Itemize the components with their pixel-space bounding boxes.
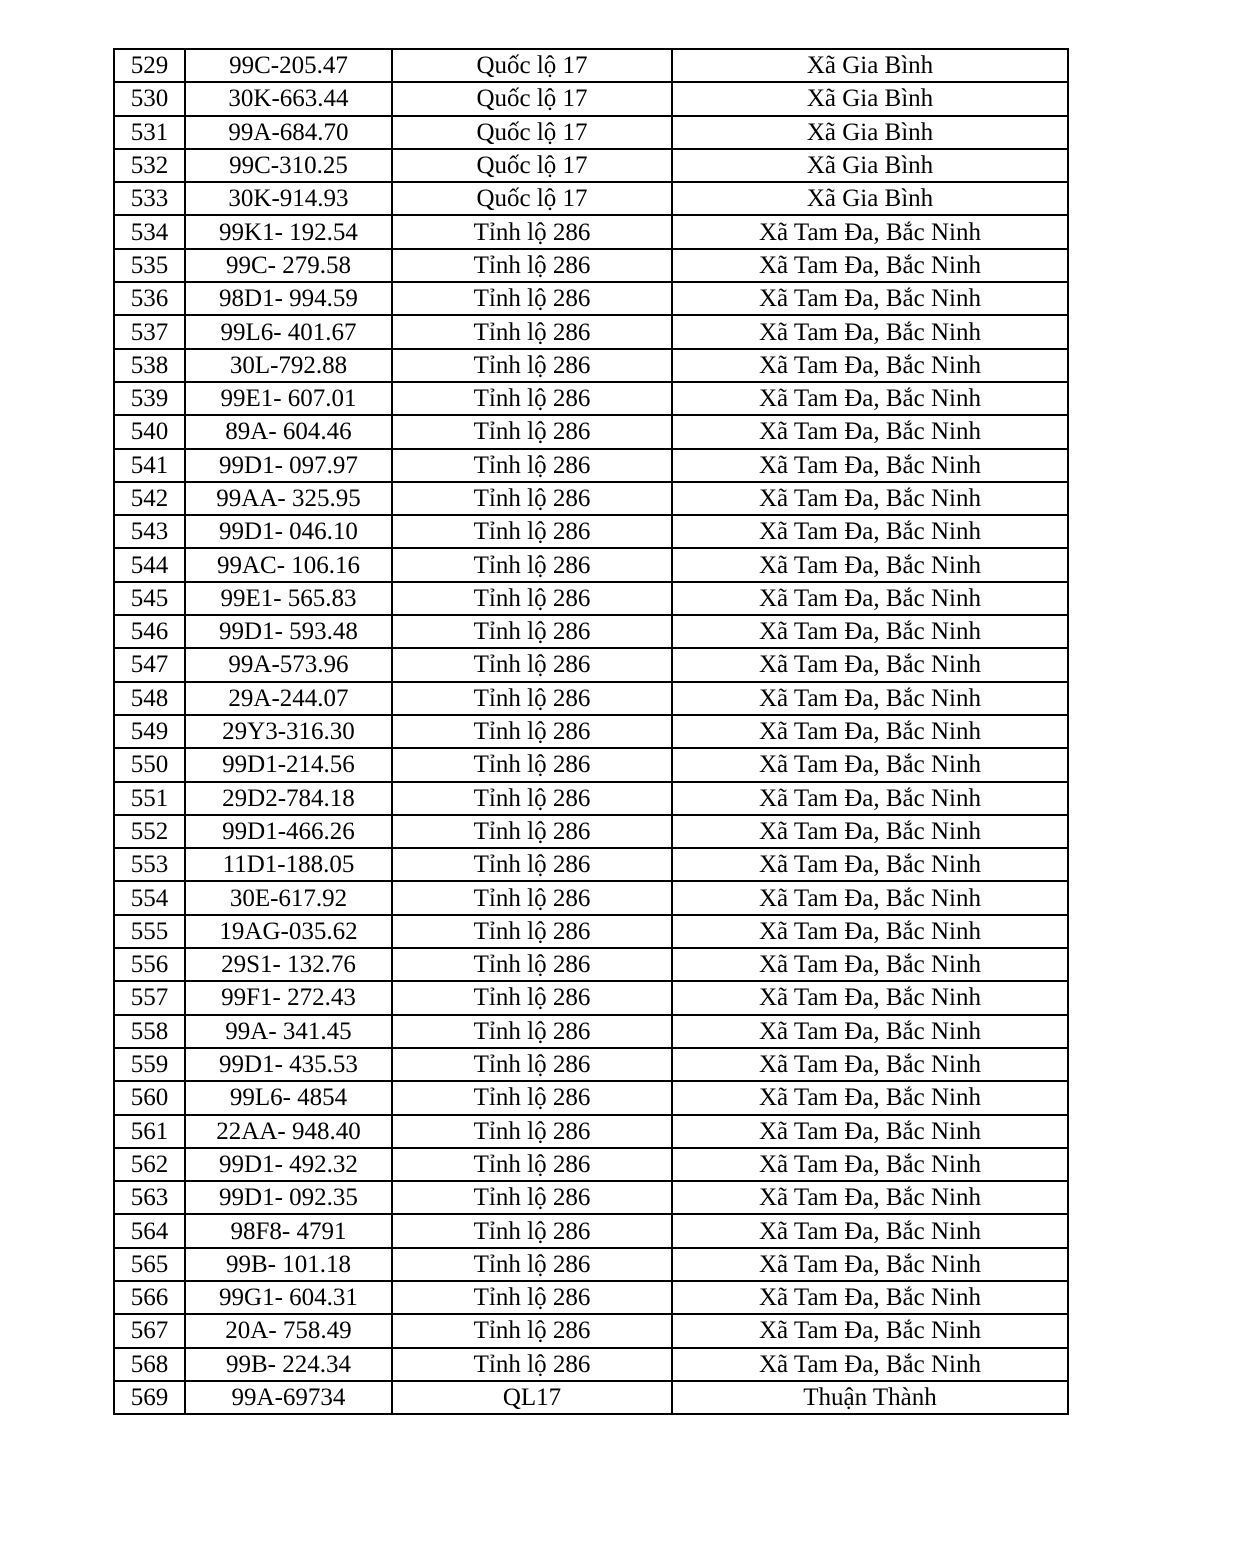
license-plate-cell: 99AC- 106.16	[185, 548, 392, 581]
license-plate-cell: 99L6- 4854	[185, 1081, 392, 1114]
table-row	[114, 1348, 1068, 1381]
table-row	[114, 1015, 1068, 1048]
row-number-cell: 544	[114, 548, 185, 581]
road-cell: Quốc lộ 17	[392, 49, 672, 82]
license-plate-cell: 11D1-188.05	[185, 848, 392, 881]
table-row	[114, 249, 1068, 282]
row-number-cell: 563	[114, 1181, 185, 1214]
table-row	[114, 915, 1068, 948]
location-cell: Xã Tam Đa, Bắc Ninh	[672, 1314, 1068, 1347]
table-row	[114, 715, 1068, 748]
road-cell: Tỉnh lộ 286	[392, 981, 672, 1014]
road-cell: Tỉnh lộ 286	[392, 349, 672, 382]
row-number-cell: 529	[114, 49, 185, 82]
license-plate-cell: 99G1- 604.31	[185, 1281, 392, 1314]
location-cell: Xã Tam Đa, Bắc Ninh	[672, 615, 1068, 648]
row-number-cell: 538	[114, 349, 185, 382]
license-plate-cell: 99AA- 325.95	[185, 482, 392, 515]
table-row	[114, 182, 1068, 215]
location-cell: Xã Tam Đa, Bắc Ninh	[672, 482, 1068, 515]
row-number-cell: 569	[114, 1381, 185, 1414]
location-cell: Xã Tam Đa, Bắc Ninh	[672, 282, 1068, 315]
location-cell: Xã Tam Đa, Bắc Ninh	[672, 1081, 1068, 1114]
license-plate-cell: 99K1- 192.54	[185, 215, 392, 248]
road-cell: Tỉnh lộ 286	[392, 1048, 672, 1081]
row-number-cell: 551	[114, 782, 185, 815]
row-number-cell: 553	[114, 848, 185, 881]
row-number-cell: 560	[114, 1081, 185, 1114]
row-number-cell: 531	[114, 116, 185, 149]
location-cell: Xã Tam Đa, Bắc Ninh	[672, 1248, 1068, 1281]
location-cell: Xã Tam Đa, Bắc Ninh	[672, 981, 1068, 1014]
road-cell: Tỉnh lộ 286	[392, 1181, 672, 1214]
road-cell: Tỉnh lộ 286	[392, 415, 672, 448]
location-cell: Xã Tam Đa, Bắc Ninh	[672, 1181, 1068, 1214]
row-number-cell: 564	[114, 1214, 185, 1247]
road-cell: Tỉnh lộ 286	[392, 881, 672, 914]
road-cell: Tỉnh lộ 286	[392, 315, 672, 348]
location-cell: Xã Tam Đa, Bắc Ninh	[672, 1348, 1068, 1381]
row-number-cell: 533	[114, 182, 185, 215]
road-cell: Quốc lộ 17	[392, 149, 672, 182]
row-number-cell: 536	[114, 282, 185, 315]
table-row	[114, 349, 1068, 382]
row-number-cell: 558	[114, 1015, 185, 1048]
license-plate-cell: 30K-663.44	[185, 82, 392, 115]
road-cell: Tỉnh lộ 286	[392, 548, 672, 581]
row-number-cell: 554	[114, 881, 185, 914]
license-plate-cell: 99E1- 607.01	[185, 382, 392, 415]
license-plate-cell: 29D2-784.18	[185, 782, 392, 815]
table-row	[114, 1248, 1068, 1281]
road-cell: Tỉnh lộ 286	[392, 1281, 672, 1314]
road-cell: Tỉnh lộ 286	[392, 515, 672, 548]
location-cell: Xã Tam Đa, Bắc Ninh	[672, 1015, 1068, 1048]
table-row	[114, 1214, 1068, 1247]
table-row	[114, 1381, 1068, 1414]
location-cell: Xã Tam Đa, Bắc Ninh	[672, 682, 1068, 715]
location-cell: Xã Tam Đa, Bắc Ninh	[672, 948, 1068, 981]
table-row	[114, 881, 1068, 914]
license-plate-cell: 99D1-214.56	[185, 748, 392, 781]
table-row	[114, 449, 1068, 482]
road-cell: Tỉnh lộ 286	[392, 215, 672, 248]
road-cell: Tỉnh lộ 286	[392, 582, 672, 615]
location-cell: Xã Gia Bình	[672, 49, 1068, 82]
license-plate-cell: 89A- 604.46	[185, 415, 392, 448]
license-plate-cell: 19AG-035.62	[185, 915, 392, 948]
location-cell: Xã Tam Đa, Bắc Ninh	[672, 249, 1068, 282]
location-cell: Xã Tam Đa, Bắc Ninh	[672, 1214, 1068, 1247]
road-cell: Tỉnh lộ 286	[392, 282, 672, 315]
table-row	[114, 748, 1068, 781]
row-number-cell: 532	[114, 149, 185, 182]
table-row	[114, 82, 1068, 115]
table-row	[114, 415, 1068, 448]
table-row	[114, 848, 1068, 881]
road-cell: Tỉnh lộ 286	[392, 482, 672, 515]
table-row	[114, 282, 1068, 315]
license-plate-cell: 99E1- 565.83	[185, 582, 392, 615]
license-plate-cell: 99B- 101.18	[185, 1248, 392, 1281]
road-cell: Tỉnh lộ 286	[392, 1214, 672, 1247]
road-cell: Tỉnh lộ 286	[392, 1348, 672, 1381]
row-number-cell: 535	[114, 249, 185, 282]
license-plate-cell: 30L-792.88	[185, 349, 392, 382]
location-cell: Xã Gia Bình	[672, 82, 1068, 115]
license-plate-cell: 99D1- 092.35	[185, 1181, 392, 1214]
table-row	[114, 1148, 1068, 1181]
row-number-cell: 540	[114, 415, 185, 448]
row-number-cell: 559	[114, 1048, 185, 1081]
license-plate-cell: 99C-205.47	[185, 49, 392, 82]
table-row	[114, 615, 1068, 648]
table-body	[114, 49, 1068, 1414]
road-cell: Quốc lộ 17	[392, 82, 672, 115]
row-number-cell: 546	[114, 615, 185, 648]
license-plate-cell: 98D1- 994.59	[185, 282, 392, 315]
road-cell: Tỉnh lộ 286	[392, 1081, 672, 1114]
location-cell: Xã Tam Đa, Bắc Ninh	[672, 382, 1068, 415]
road-cell: Tỉnh lộ 286	[392, 615, 672, 648]
table-row	[114, 515, 1068, 548]
row-number-cell: 537	[114, 315, 185, 348]
location-cell: Xã Tam Đa, Bắc Ninh	[672, 715, 1068, 748]
location-cell: Xã Tam Đa, Bắc Ninh	[672, 1281, 1068, 1314]
license-plate-cell: 98F8- 4791	[185, 1214, 392, 1247]
location-cell: Xã Tam Đa, Bắc Ninh	[672, 881, 1068, 914]
road-cell: Tỉnh lộ 286	[392, 382, 672, 415]
road-cell: Tỉnh lộ 286	[392, 449, 672, 482]
row-number-cell: 556	[114, 948, 185, 981]
row-number-cell: 539	[114, 382, 185, 415]
road-cell: Tỉnh lộ 286	[392, 682, 672, 715]
license-plate-cell: 99A-69734	[185, 1381, 392, 1414]
road-cell: Tỉnh lộ 286	[392, 648, 672, 681]
license-plate-cell: 99C-310.25	[185, 149, 392, 182]
road-cell: Tỉnh lộ 286	[392, 1314, 672, 1347]
table-row	[114, 382, 1068, 415]
row-number-cell: 550	[114, 748, 185, 781]
row-number-cell: 530	[114, 82, 185, 115]
location-cell: Xã Tam Đa, Bắc Ninh	[672, 782, 1068, 815]
location-cell: Xã Tam Đa, Bắc Ninh	[672, 848, 1068, 881]
row-number-cell: 543	[114, 515, 185, 548]
license-plate-cell: 99A- 341.45	[185, 1015, 392, 1048]
road-cell: Tỉnh lộ 286	[392, 249, 672, 282]
road-cell: Tỉnh lộ 286	[392, 1115, 672, 1148]
road-cell: Tỉnh lộ 286	[392, 782, 672, 815]
location-cell: Xã Tam Đa, Bắc Ninh	[672, 449, 1068, 482]
row-number-cell: 552	[114, 815, 185, 848]
license-plate-cell: 99D1- 593.48	[185, 615, 392, 648]
road-cell: QL17	[392, 1381, 672, 1414]
road-cell: Tỉnh lộ 286	[392, 848, 672, 881]
road-cell: Tỉnh lộ 286	[392, 948, 672, 981]
table-row	[114, 981, 1068, 1014]
table-row	[114, 948, 1068, 981]
table-row	[114, 1081, 1068, 1114]
road-cell: Tỉnh lộ 286	[392, 815, 672, 848]
license-plate-cell: 29A-244.07	[185, 682, 392, 715]
location-cell: Xã Gia Bình	[672, 149, 1068, 182]
location-cell: Xã Tam Đa, Bắc Ninh	[672, 515, 1068, 548]
row-number-cell: 557	[114, 981, 185, 1014]
table-row	[114, 1314, 1068, 1347]
table-row	[114, 1181, 1068, 1214]
road-cell: Quốc lộ 17	[392, 116, 672, 149]
row-number-cell: 534	[114, 215, 185, 248]
row-number-cell: 568	[114, 1348, 185, 1381]
row-number-cell: 548	[114, 682, 185, 715]
table-row	[114, 582, 1068, 615]
location-cell: Xã Tam Đa, Bắc Ninh	[672, 915, 1068, 948]
table-row	[114, 49, 1068, 82]
road-cell: Tỉnh lộ 286	[392, 1015, 672, 1048]
table-row	[114, 215, 1068, 248]
license-plate-cell: 22AA- 948.40	[185, 1115, 392, 1148]
license-plate-cell: 99A-573.96	[185, 648, 392, 681]
row-number-cell: 561	[114, 1115, 185, 1148]
road-cell: Quốc lộ 17	[392, 182, 672, 215]
row-number-cell: 549	[114, 715, 185, 748]
license-plate-cell: 99C- 279.58	[185, 249, 392, 282]
row-number-cell: 562	[114, 1148, 185, 1181]
row-number-cell: 542	[114, 482, 185, 515]
location-cell: Xã Tam Đa, Bắc Ninh	[672, 349, 1068, 382]
license-plate-cell: 20A- 758.49	[185, 1314, 392, 1347]
license-plate-cell: 99D1- 046.10	[185, 515, 392, 548]
table-row	[114, 116, 1068, 149]
location-cell: Thuận Thành	[672, 1381, 1068, 1414]
table-row	[114, 315, 1068, 348]
location-cell: Xã Gia Bình	[672, 182, 1068, 215]
location-cell: Xã Tam Đa, Bắc Ninh	[672, 315, 1068, 348]
row-number-cell: 547	[114, 648, 185, 681]
row-number-cell: 566	[114, 1281, 185, 1314]
location-cell: Xã Tam Đa, Bắc Ninh	[672, 548, 1068, 581]
row-number-cell: 555	[114, 915, 185, 948]
location-cell: Xã Tam Đa, Bắc Ninh	[672, 1048, 1068, 1081]
location-cell: Xã Tam Đa, Bắc Ninh	[672, 748, 1068, 781]
location-cell: Xã Tam Đa, Bắc Ninh	[672, 582, 1068, 615]
location-cell: Xã Tam Đa, Bắc Ninh	[672, 215, 1068, 248]
violations-table	[113, 48, 1069, 1415]
road-cell: Tỉnh lộ 286	[392, 1248, 672, 1281]
table-row	[114, 648, 1068, 681]
road-cell: Tỉnh lộ 286	[392, 748, 672, 781]
road-cell: Tỉnh lộ 286	[392, 1148, 672, 1181]
row-number-cell: 545	[114, 582, 185, 615]
license-plate-cell: 29Y3-316.30	[185, 715, 392, 748]
table-row	[114, 782, 1068, 815]
location-cell: Xã Tam Đa, Bắc Ninh	[672, 415, 1068, 448]
table-row	[114, 1048, 1068, 1081]
row-number-cell: 565	[114, 1248, 185, 1281]
license-plate-cell: 99B- 224.34	[185, 1348, 392, 1381]
license-plate-cell: 30K-914.93	[185, 182, 392, 215]
row-number-cell: 541	[114, 449, 185, 482]
table-row	[114, 815, 1068, 848]
license-plate-cell: 99L6- 401.67	[185, 315, 392, 348]
license-plate-cell: 99D1- 435.53	[185, 1048, 392, 1081]
table-row	[114, 1115, 1068, 1148]
table-row	[114, 548, 1068, 581]
license-plate-cell: 99A-684.70	[185, 116, 392, 149]
license-plate-cell: 99D1- 492.32	[185, 1148, 392, 1181]
location-cell: Xã Tam Đa, Bắc Ninh	[672, 1115, 1068, 1148]
table-row	[114, 149, 1068, 182]
road-cell: Tỉnh lộ 286	[392, 715, 672, 748]
row-number-cell: 567	[114, 1314, 185, 1347]
location-cell: Xã Tam Đa, Bắc Ninh	[672, 815, 1068, 848]
location-cell: Xã Gia Bình	[672, 116, 1068, 149]
location-cell: Xã Tam Đa, Bắc Ninh	[672, 1148, 1068, 1181]
license-plate-cell: 30E-617.92	[185, 881, 392, 914]
license-plate-cell: 99D1-466.26	[185, 815, 392, 848]
license-plate-cell: 99D1- 097.97	[185, 449, 392, 482]
table-row	[114, 682, 1068, 715]
table-row	[114, 482, 1068, 515]
road-cell: Tỉnh lộ 286	[392, 915, 672, 948]
license-plate-cell: 99F1- 272.43	[185, 981, 392, 1014]
location-cell: Xã Tam Đa, Bắc Ninh	[672, 648, 1068, 681]
table-row	[114, 1281, 1068, 1314]
license-plate-cell: 29S1- 132.76	[185, 948, 392, 981]
